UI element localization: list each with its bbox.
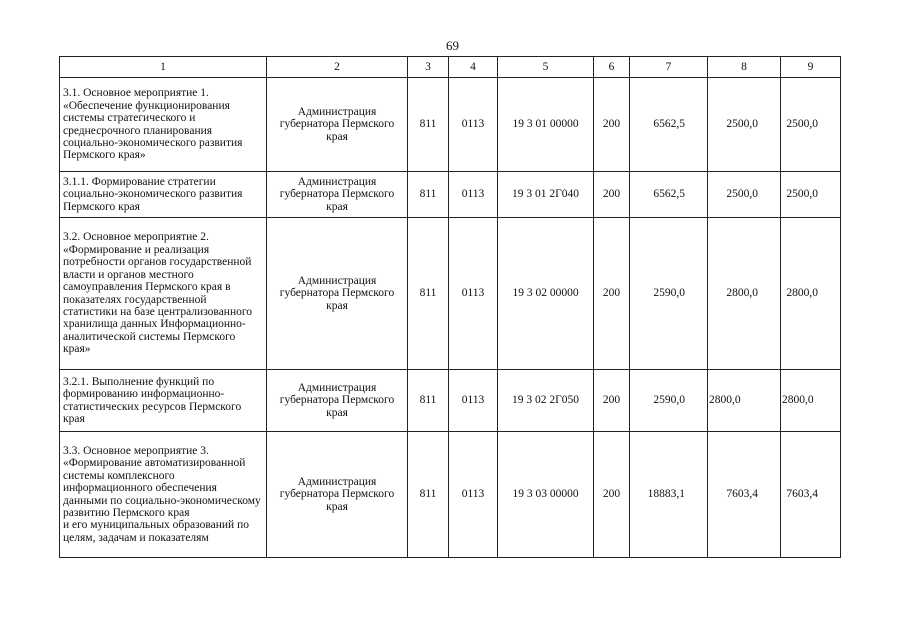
amount-col8: 2500,0: [708, 172, 781, 218]
section-code: 0113: [449, 370, 498, 432]
table-row: [60, 218, 841, 370]
target-article: 19 3 01 00000: [498, 78, 594, 172]
header-cell: 2: [267, 57, 408, 78]
header-cell: 1: [60, 57, 267, 78]
section-code: 0113: [449, 432, 498, 558]
responsible-org: Администрация губернатора Пермского края: [267, 370, 408, 432]
target-article: 19 3 03 00000: [498, 432, 594, 558]
responsible-org: Администрация губернатора Пермского края: [267, 172, 408, 218]
expense-type: 200: [594, 218, 630, 370]
expense-type: 200: [594, 432, 630, 558]
code-811: 811: [408, 370, 449, 432]
amount-col7: 18883,1: [630, 432, 708, 558]
expense-type: 200: [594, 172, 630, 218]
table-row: [60, 172, 841, 218]
amount-col8: 2800,0: [708, 218, 781, 370]
activity-name: 3.3. Основное мероприятие 3. «Формирование автоматизированной системы комплексного информационного обеспечения данными по социально-экономическому развитию Пермского края и его муниципальных образований по целям, задачам и показателям: [60, 432, 267, 558]
header-cell: 4: [449, 57, 498, 78]
code-811: 811: [408, 218, 449, 370]
activity-name: 3.2.1. Выполнение функций по формированию информационно-статистических ресурсов Пермского края: [60, 370, 267, 432]
target-article: 19 3 01 2Г040: [498, 172, 594, 218]
code-811: 811: [408, 78, 449, 172]
section-code: 0113: [449, 218, 498, 370]
section-code: 0113: [449, 172, 498, 218]
header-row: [60, 57, 841, 78]
section-code: 0113: [449, 78, 498, 172]
activity-name: 3.2. Основное мероприятие 2. «Формирование и реализация потребности органов государственной власти и органов местного самоуправления Пермского края в показателях государственной статистики на базе централизованного хранилища данных Информационно-аналитической системы Пермского края»: [60, 218, 267, 370]
header-cell: 5: [498, 57, 594, 78]
header-cell: 3: [408, 57, 449, 78]
table-row: [60, 432, 841, 558]
header-cell: 9: [781, 57, 841, 78]
activity-name: 3.1.1. Формирование стратегии социально-экономического развития Пермского края: [60, 172, 267, 218]
expense-type: 200: [594, 370, 630, 432]
amount-col9: 2800,0: [781, 370, 841, 432]
amount-col8: 7603,4: [708, 432, 781, 558]
page-number: 69: [446, 38, 459, 53]
amount-col9: 2500,0: [781, 78, 841, 172]
responsible-org: Администрация губернатора Пермского края: [267, 432, 408, 558]
amount-col9: 2500,0: [781, 172, 841, 218]
header-cell: 6: [594, 57, 630, 78]
amount-col8: 2500,0: [708, 78, 781, 172]
budget-table: [59, 56, 841, 558]
responsible-org: Администрация губернатора Пермского края: [267, 78, 408, 172]
amount-col7: 6562,5: [630, 78, 708, 172]
amount-col7: 2590,0: [630, 370, 708, 432]
amount-col7: 2590,0: [630, 218, 708, 370]
header-cell: 8: [708, 57, 781, 78]
expense-type: 200: [594, 78, 630, 172]
amount-col8: 2800,0: [708, 370, 781, 432]
activity-name: 3.1. Основное мероприятие 1. «Обеспечение функционирования системы стратегического и среднесрочного планирования социально-экономического развития Пермского края»: [60, 78, 267, 172]
header-cell: 7: [630, 57, 708, 78]
amount-col9: 7603,4: [781, 432, 841, 558]
code-811: 811: [408, 432, 449, 558]
amount-col9: 2800,0: [781, 218, 841, 370]
responsible-org: Администрация губернатора Пермского края: [267, 218, 408, 370]
amount-col7: 6562,5: [630, 172, 708, 218]
table-row: [60, 78, 841, 172]
target-article: 19 3 02 00000: [498, 218, 594, 370]
code-811: 811: [408, 172, 449, 218]
target-article: 19 3 02 2Г050: [498, 370, 594, 432]
table-row: [60, 370, 841, 432]
